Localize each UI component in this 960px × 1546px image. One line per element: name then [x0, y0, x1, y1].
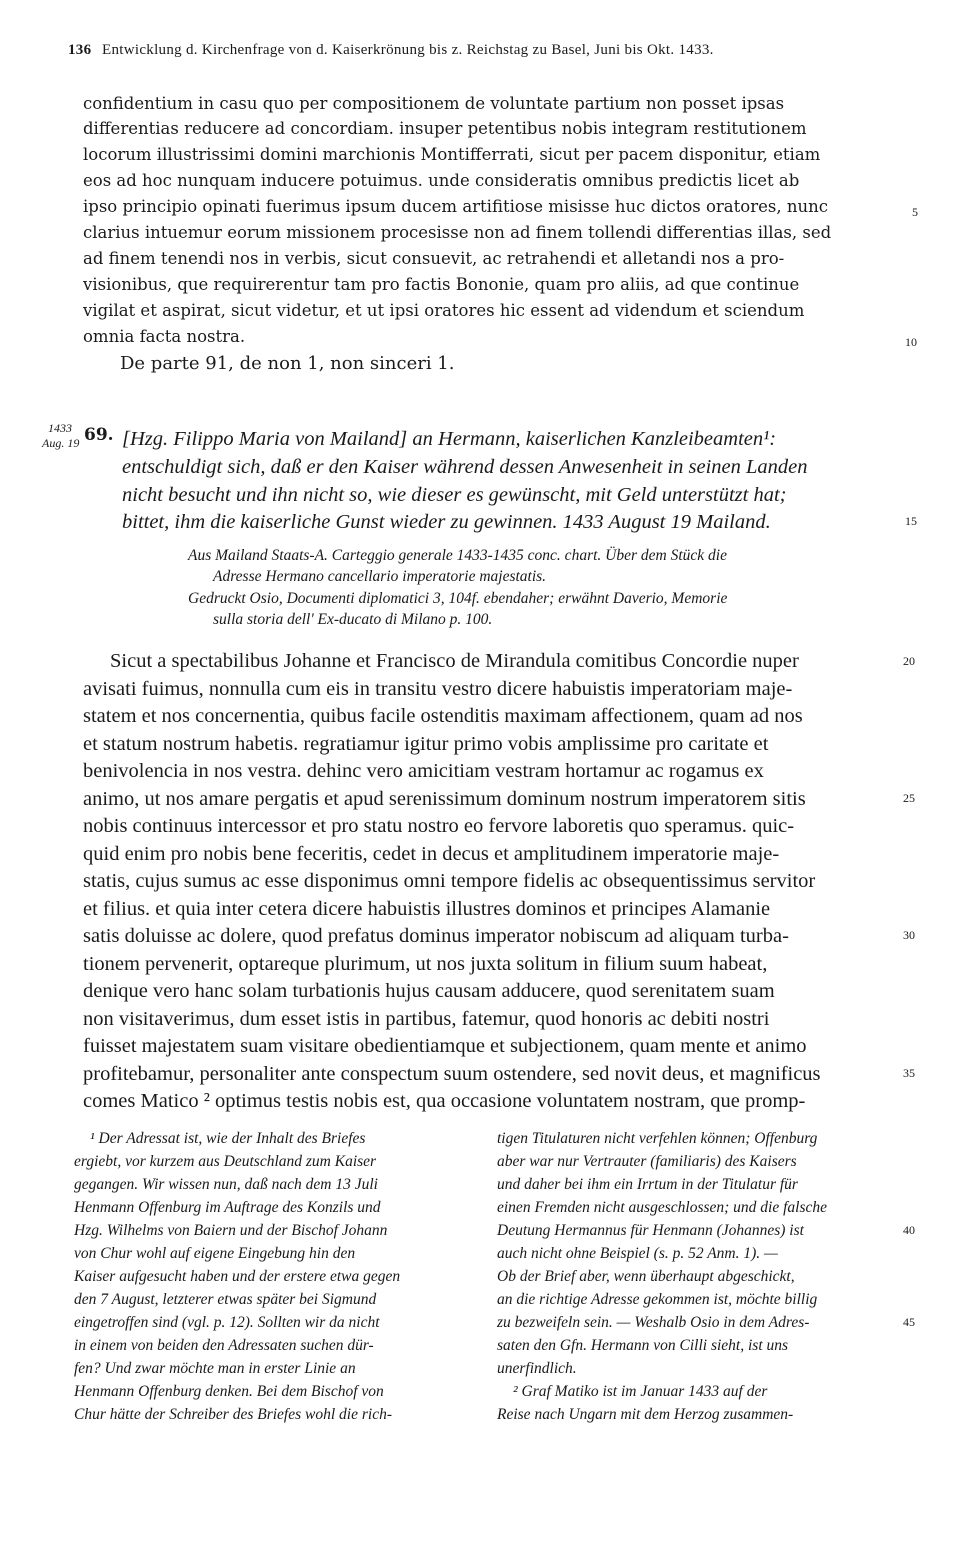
footnote-line: Ob der Brief aber, wenn überhaupt abgeschickt,	[497, 1268, 795, 1285]
line-number: 5	[912, 205, 918, 219]
prev-text-line: confidentium in casu quo per compositionem de voluntate partium non posset ipsas	[83, 94, 785, 113]
letter-text-line: nobis continuus intercessor et pro statu nostro eo fervore laboretis quo speramus. quic-	[83, 815, 795, 837]
regest-line: bittet, ihm die kaiserliche Gunst wieder zu gewinnen. 1433 August 19 Mailand.	[122, 511, 771, 533]
prev-text-line: clarius intuemur eorum missionem procesisse non ad finem tollendi differentias illas, sed	[83, 223, 832, 242]
letter-text-line: statem et nos concernentia, quibus facile ostenditis maximam affectionem, quam ad nos	[83, 705, 803, 727]
letter-text-line: statis, cujus sumus ac esse disponimus omni tempore fidelis ac obsequentissimus servitor	[83, 870, 816, 892]
line-number: 30	[903, 928, 915, 942]
line-number: 40	[903, 1223, 915, 1237]
letter-text-line: comes Matico ² optimus testis nobis est, qua occasione voluntatem nostram, que promp-	[83, 1090, 806, 1112]
running-title: Entwicklung d. Kirchenfrage von d. Kaiserkrönung bis z. Reichstag zu Basel, Juni bis Okt. 1433.	[102, 42, 714, 58]
regest-line: [Hzg. Filippo Maria von Mailand] an Hermann, kaiserlichen Kanzleibeamten¹:	[122, 428, 777, 450]
footnote-line: gegangen. Wir wissen nun, daß nach dem 13 Juli	[74, 1176, 378, 1193]
source-note-line: sulla storia dell' Ex-ducato di Milano p. 100.	[213, 611, 493, 628]
document-number: 69.	[84, 425, 114, 445]
line-number: 20	[903, 654, 915, 668]
vote-line: De parte 91, de non 1, non sinceri 1.	[120, 353, 455, 374]
footnote-line: zu bezweifeln sein. — Weshalb Osio in dem Adres-	[497, 1314, 810, 1331]
letter-text-line: et filius. et quia inter cetera dicere habuistis illustres dominos et principes Alamanie	[83, 898, 771, 920]
letter-text-line: benivolencia in nos vestra. dehinc vero amicitiam vestram hortamur ac rogamus ex	[83, 760, 764, 782]
letter-text-line: avisati fuimus, nonnulla cum eis in transitu vestro dicere habuistis imperatoriam maje-	[83, 678, 793, 700]
footnote-line: Deutung Hermannus für Henmann (Johannes) ist	[497, 1222, 804, 1239]
footnote-line: ¹ Der Adressat ist, wie der Inhalt des Briefes	[90, 1130, 366, 1147]
letter-text-line: tionem pervenerit, optareque plurimum, ut nos juxta solitum in filium suum habeat,	[83, 953, 768, 975]
footnote-line: in einem von beiden den Adressaten suchen dür-	[74, 1337, 374, 1354]
margin-date: Aug. 19	[42, 436, 80, 450]
letter-text-line: animo, ut nos amare pergatis et apud serenissimum dominum nostrum imperatorem sitis	[83, 788, 806, 810]
letter-text-line: Sicut a spectabilibus Johanne et Francisco de Mirandula comitibus Concordie nuper	[110, 650, 799, 672]
footnote-line: eingetroffen sind (vgl. p. 12). Sollten wir da nicht	[74, 1314, 380, 1331]
footnote-line: tigen Titulaturen nicht verfehlen können; Offenburg	[497, 1130, 818, 1147]
line-number: 25	[903, 791, 915, 805]
footnote-line: fen? Und zwar möchte man in erster Linie an	[74, 1360, 356, 1377]
prev-text-line: ipso principio opinati fuerimus ipsum ducem artifitiose misisse huc dictos oratores, nunc	[83, 197, 828, 216]
line-number: 10	[905, 335, 917, 349]
margin-year: 1433	[48, 421, 72, 435]
letter-text-line: non visitaverimus, dum esset istis in partibus, fatemur, quod honoris ac debiti nostri	[83, 1008, 770, 1030]
footnote-line: ² Graf Matiko ist im Januar 1433 auf der	[513, 1383, 768, 1400]
letter-text-line: profitebamur, personaliter ante conspectum suum ostendere, sed novit deus, et magnificus	[83, 1063, 821, 1085]
line-number: 35	[903, 1066, 915, 1080]
footnote-line: und daher bei ihm ein Irrtum in der Titulatur für	[497, 1176, 798, 1193]
footnote-line: Henmann Offenburg denken. Bei dem Bischof von	[74, 1383, 384, 1400]
page-number: 136	[68, 42, 92, 58]
line-number: 45	[903, 1315, 915, 1329]
prev-text-line: visionibus, que requirerentur tam pro factis Bononie, quam pro aliis, ad que continue	[83, 275, 800, 294]
letter-text-line: satis doluisse ac dolere, quod prefatus dominus imperator nobiscum ad aliquam turba-	[83, 925, 789, 947]
footnote-line: saten den Gfn. Hermann von Cilli sieht, ist uns	[497, 1337, 789, 1354]
prev-text-line: eos ad hoc nunquam inducere potuimus. unde consideratis omnibus predictis licet ab	[83, 171, 800, 190]
footnote-line: von Chur wohl auf eigene Eingebung hin den	[74, 1245, 356, 1262]
letter-text-line: fuisset majestatem suam visitare obedientiamque et subjectionem, quam mente et animo	[83, 1035, 807, 1057]
prev-text-line: ad finem tenendi nos in verbis, sicut consuevit, ac retrahendi et alletandi nos a pro-	[83, 249, 785, 268]
footnote-line: Kaiser aufgesucht haben und der erstere etwa gegen	[74, 1268, 401, 1285]
regest-line: entschuldigt sich, daß er den Kaiser während dessen Anwesenheit in seinen Landen	[122, 456, 808, 478]
source-note-line: Aus Mailand Staats-A. Carteggio generale 1433-1435 conc. chart. Über dem Stück die	[188, 547, 727, 564]
regest-line: nicht besucht und ihn nicht so, wie dieser es gewünscht, mit Geld unterstützt hat;	[122, 484, 787, 506]
line-number: 15	[905, 514, 917, 528]
footnote-line: ergiebt, vor kurzem aus Deutschland zum Kaiser	[74, 1153, 377, 1170]
footnote-line: an die richtige Adresse gekommen ist, möchte billig	[497, 1291, 818, 1308]
letter-text-line: denique vero hanc solam turbationis hujus causam adducere, quod serenitatem suam	[83, 980, 775, 1002]
prev-text-line: locorum illustrissimi domini marchionis Montifferrati, sicut per pacem disponitur, etiam	[83, 145, 821, 164]
footnote-line: Chur hätte der Schreiber des Briefes wohl die rich-	[74, 1406, 392, 1423]
footnote-line: aber war nur Vertrauter (familiaris) des Kaisers	[497, 1153, 797, 1170]
prev-text-line: omnia facta nostra.	[83, 327, 246, 346]
footnote-line: Hzg. Wilhelms von Baiern und der Bischof Johann	[74, 1222, 388, 1239]
footnote-line: den 7 August, letzterer etwas später bei Sigmund	[74, 1291, 377, 1308]
footnote-line: Reise nach Ungarn mit dem Herzog zusammen-	[497, 1406, 794, 1423]
source-note-line: Gedruckt Osio, Documenti diplomatici 3, 104f. ebendaher; erwähnt Daverio, Memorie	[188, 590, 728, 607]
source-note-line: Adresse Hermano cancellario imperatorie majestatis.	[213, 568, 547, 585]
letter-text-line: et statum nostrum habetis. regratiamur igitur primo vobis amplissime pro caritate et	[83, 733, 769, 755]
footnote-line: einen Fremden nicht ausgeschlossen; und die falsche	[497, 1199, 828, 1216]
prev-text-line: vigilat et aspirat, sicut videtur, et ut ipsi oratores hic essent ad videndum et sciendum	[83, 301, 805, 320]
footnote-line: auch nicht ohne Beispiel (s. p. 52 Anm. 1). —	[497, 1245, 778, 1262]
footnote-line: unerfindlich.	[497, 1360, 577, 1377]
letter-text-line: quid enim pro nobis bene feceritis, cedet in decus et amplitudinem imperatorie maje-	[83, 843, 780, 865]
footnote-line: Henmann Offenburg im Auftrage des Konzils und	[74, 1199, 381, 1216]
prev-text-line: differentias reducere ad concordiam. insuper petentibus nobis integram restitutionem	[83, 119, 807, 138]
